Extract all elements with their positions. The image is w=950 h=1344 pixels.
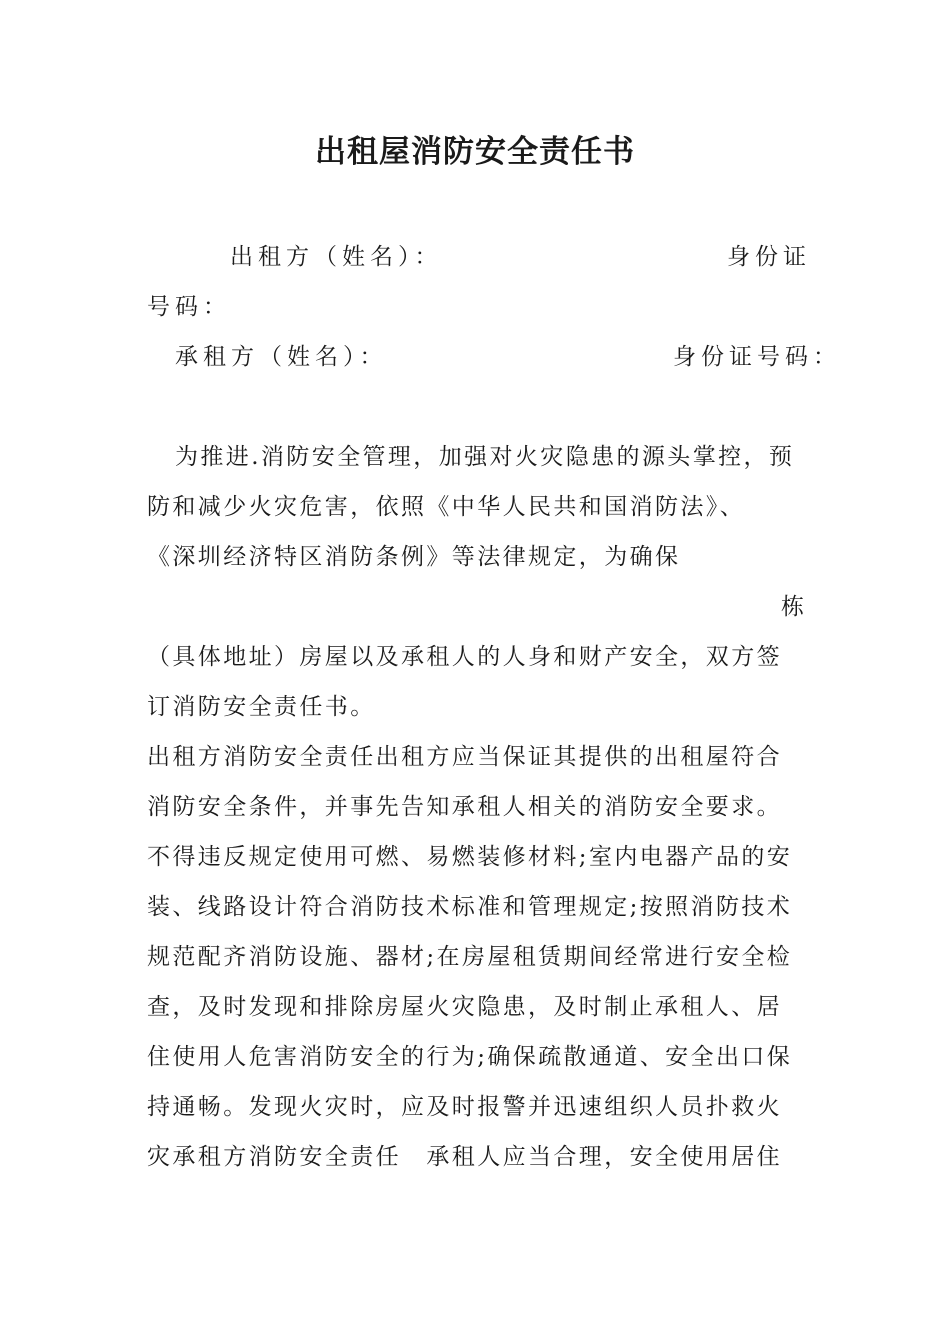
- lessor-name-label: 出租方（姓名）：: [230, 244, 443, 270]
- lessor-id-label-continued: 号码：: [147, 294, 231, 320]
- clause-line: 灾承租方消防安全责任 承租人应当合理，安全使用居住: [147, 1144, 782, 1170]
- clause-line: 装、线路设计符合消防技术标准和管理规定;按照消防技术: [147, 894, 793, 920]
- clause-line: 不得违反规定使用可燃、易燃装修材料;室内电器产品的安: [147, 844, 793, 870]
- paragraph-line: 《深圳经济特区消防条例》等法律规定，为确保: [147, 544, 681, 570]
- clause-line: 住使用人危害消防安全的行为;确保疏散通道、安全出口保: [147, 1044, 793, 1070]
- clause-line: 消防安全条件，并事先告知承租人相关的消防安全要求。: [147, 794, 782, 820]
- paragraph-line: 为推进.消防安全管理，加强对火灾隐患的源头掌控，预: [175, 444, 795, 470]
- paragraph-line: 栋: [781, 594, 807, 620]
- lessee-id-label: 身份证号码：: [673, 344, 841, 370]
- lessor-id-label: 身份证: [727, 244, 811, 270]
- paragraph-line: （具体地址）房屋以及承租人的人身和财产安全，双方签: [147, 644, 782, 670]
- paragraph-line: 防和减少火灾危害，依照《中华人民共和国消防法》、: [147, 494, 746, 520]
- document-title: 出租屋消防安全责任书: [315, 134, 635, 170]
- clause-line: 查，及时发现和排除房屋火灾隐患，及时制止承租人、居: [147, 994, 782, 1020]
- lessee-name-label: 承租方（姓名）：: [175, 344, 388, 370]
- clause-line: 持通畅。发现火灾时，应及时报警并迅速组织人员扑救火: [147, 1094, 782, 1120]
- clause-line: 规范配齐消防设施、器材;在房屋租赁期间经常进行安全检: [147, 944, 793, 970]
- paragraph-line: 订消防安全责任书。: [147, 694, 376, 720]
- clause-line: 出租方消防安全责任出租方应当保证其提供的出租屋符合: [147, 744, 782, 770]
